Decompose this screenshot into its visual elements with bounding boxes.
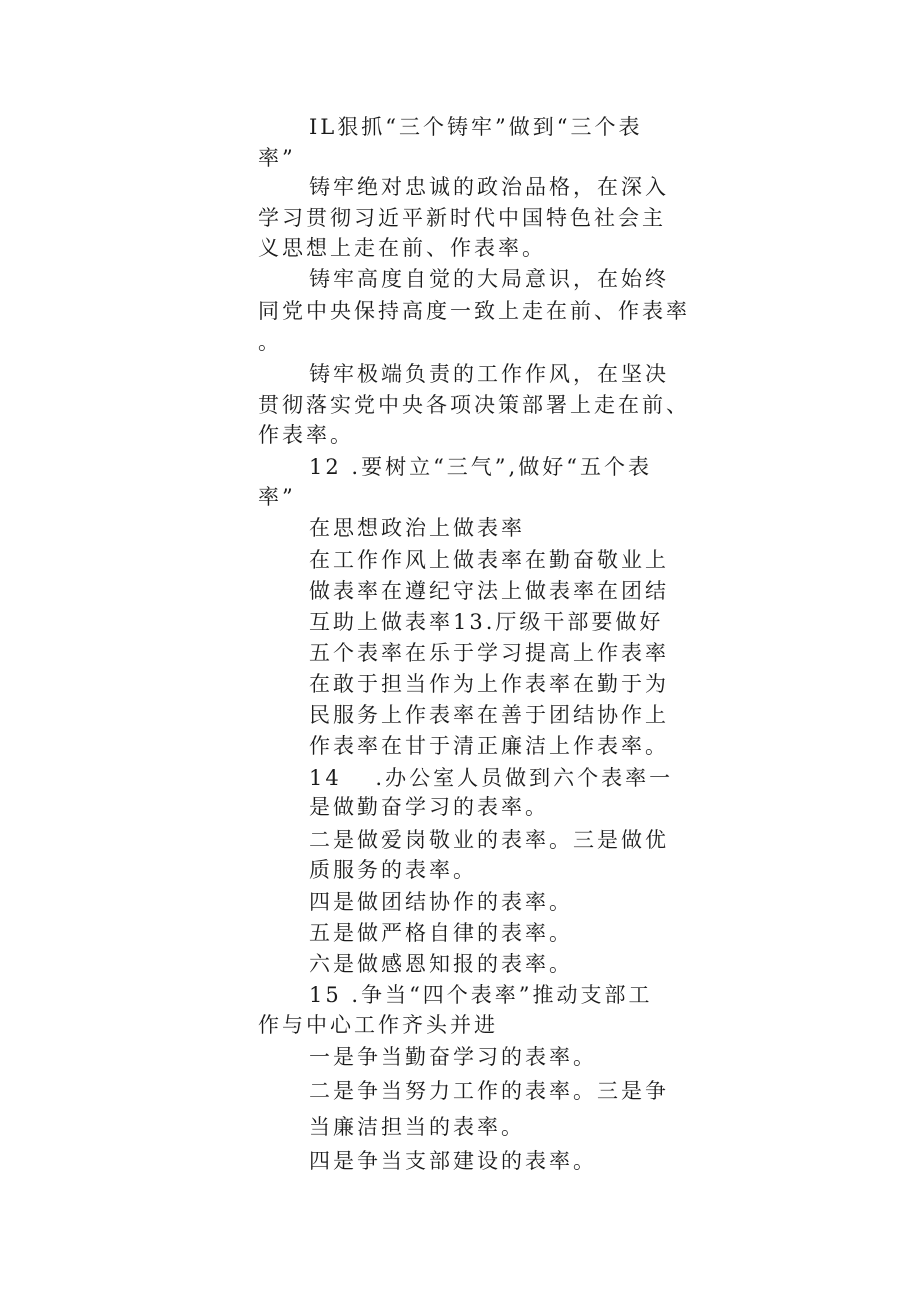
paragraph-line: 六是做感恩知报的表率。 <box>309 952 573 976</box>
paragraph-line: 贯彻落实党中央各项决策部署上走在前、 <box>258 393 690 417</box>
heading-15-line-1: 15 .争当“四个表率”推动支部工 <box>309 983 653 1007</box>
paragraph-line: 学习贯彻习近平新时代中国特色社会主 <box>258 206 666 230</box>
paragraph-line: 同党中央保持高度一致上走在前、作表率 <box>258 299 690 323</box>
paragraph-line: 铸牢绝对忠诚的政治品格，在深入 <box>309 175 669 199</box>
heading-14-line-1: 14 .办公室人员做到六个表率一 <box>309 766 674 790</box>
paragraph-line: 民服务上作表率在善于团结协作上 <box>309 703 669 727</box>
paragraph-line: 在思想政治上做表率 <box>309 516 525 540</box>
paragraph-line: 四是争当支部建设的表率。 <box>309 1149 597 1173</box>
paragraph-line: 作表率在甘于清正廉洁上作表率。 <box>309 734 669 758</box>
paragraph-line: 在敢于担当作为上作表率在勤于为 <box>309 672 669 696</box>
paragraph-line: 铸牢高度自觉的大局意识，在始终 <box>309 267 669 291</box>
heading-11-line-1: IL狠抓“三个铸牢”做到“三个表 <box>309 115 643 139</box>
paragraph-line: 。 <box>258 330 282 354</box>
heading-12-line-1: 12 .要树立“三气”,做好“五个表 <box>309 455 652 479</box>
paragraph-line: 铸牢极端负责的工作作风，在坚决 <box>309 362 669 386</box>
heading-12-line-2: 率” <box>258 485 296 509</box>
paragraph-line: 五是做严格自律的表率。 <box>309 921 573 945</box>
paragraph-line: 互助上做表率13.厅级干部要做好 <box>309 610 664 634</box>
paragraph-line: 做表率在遵纪守法上做表率在团结 <box>309 579 669 603</box>
paragraph-line: 四是做团结协作的表率。 <box>309 890 573 914</box>
paragraph-line: 二是争当努力工作的表率。三是争 <box>309 1079 669 1103</box>
paragraph-line: 五个表率在乐于学习提高上作表率 <box>309 641 669 665</box>
heading-11-line-2: 率” <box>258 146 296 170</box>
paragraph-line: 在工作作风上做表率在勤奋敬业上 <box>309 548 669 572</box>
paragraph-line: 当廉洁担当的表率。 <box>309 1115 525 1139</box>
paragraph-line: 是做勤奋学习的表率。 <box>309 795 549 819</box>
paragraph-line: 质服务的表率。 <box>309 858 477 882</box>
heading-15-line-2: 作与中心工作齐头并进 <box>258 1013 498 1037</box>
paragraph-line: 一是争当勤奋学习的表率。 <box>309 1045 597 1069</box>
paragraph-line: 二是做爱岗敬业的表率。三是做优 <box>309 828 669 852</box>
paragraph-line: 作表率。 <box>258 423 354 447</box>
paragraph-line: 义思想上走在前、作表率。 <box>258 236 546 260</box>
